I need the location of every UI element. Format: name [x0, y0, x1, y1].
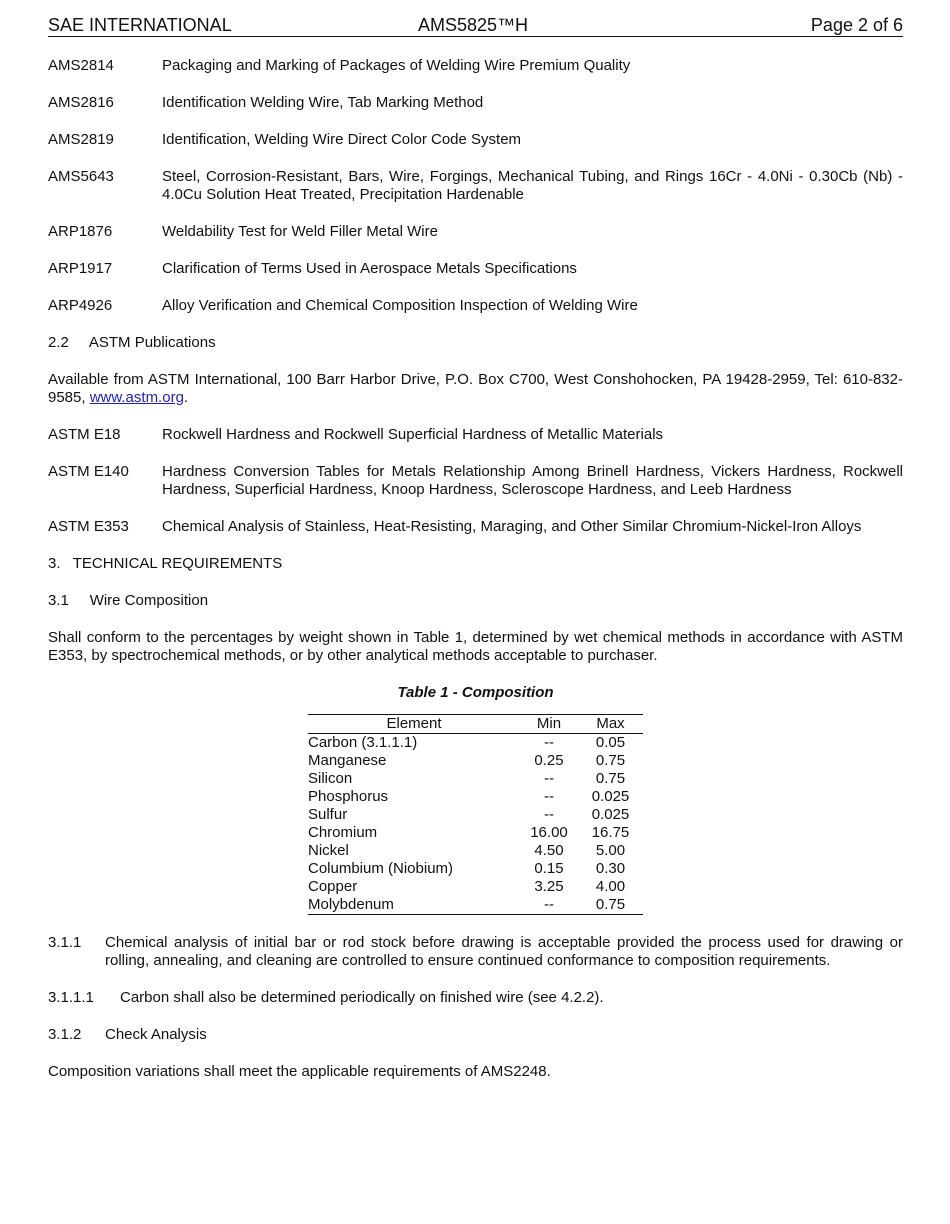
reference-item	[48, 57, 903, 75]
min-cell: --	[544, 806, 554, 823]
composition-table-body	[308, 734, 643, 915]
reference-title: Weldability Test for Weld Filler Metal Wire	[162, 223, 438, 240]
reference-title: Hardness Conversion Tables for Metals Relationship Among Brinell Hardness, Vickers Hardness, Rockwell Hardness, Superficial Hardness, Knoop Hardness, Scleroscope Hardness, and Leeb Hardness	[162, 463, 903, 498]
max-cell: 0.75	[595, 752, 626, 769]
table-row	[308, 806, 643, 824]
reference-title: Steel, Corrosion-Resistant, Bars, Wire, Forgings, Mechanical Tubing, and Rings 16Cr - 4.0Ni - 0.30Cb (Nb) - 4.0Cu Solution Heat Treated, Precipitation Hardenable	[162, 168, 903, 203]
min-cell: --	[544, 734, 554, 751]
reference-item	[48, 426, 903, 444]
astm-link[interactable]: www.astm.org	[89, 389, 184, 406]
max-cell: 0.75	[595, 896, 626, 913]
table-header-row	[308, 715, 643, 734]
min-cell: 0.25	[534, 752, 564, 769]
document-id: AMS5825™H	[418, 15, 529, 35]
section-3-1-1	[48, 934, 903, 970]
section-number: 3.1.1	[48, 934, 82, 951]
ams-reference-list	[48, 57, 903, 334]
section-3-1-2	[48, 1026, 903, 1044]
reference-title: Identification Welding Wire, Tab Marking Method	[162, 94, 484, 111]
astm-reference-list	[48, 426, 903, 555]
min-cell: --	[544, 896, 554, 913]
min-header: Min	[536, 715, 562, 732]
reference-code: ARP1876	[48, 223, 113, 240]
element-cell: Molybdenum	[308, 896, 394, 913]
reference-code: AMS2819	[48, 131, 114, 148]
reference-item	[48, 131, 903, 149]
table-row	[308, 878, 643, 896]
reference-code: AMS2816	[48, 94, 114, 111]
max-cell: 0.05	[595, 734, 626, 751]
table-row	[308, 896, 643, 915]
document-page	[48, 14, 903, 1081]
astm-availability: Available from ASTM International, 100 Barr Harbor Drive, P.O. Box C700, West Conshohocken, PA 19428-2959, Tel: 610-832-9585, www.astm.org.	[48, 371, 903, 406]
reference-item	[48, 260, 903, 278]
section-text: Chemical analysis of initial bar or rod stock before drawing is acceptable provided the process used for drawing or rolling, annealing, and cleaning are controlled to ensure continued conformance to composition requirements.	[105, 934, 903, 969]
element-cell: Columbium (Niobium)	[308, 860, 454, 877]
composition-table	[308, 714, 643, 915]
element-header: Element	[386, 715, 442, 732]
element-cell: Manganese	[308, 752, 387, 769]
min-cell: --	[544, 788, 554, 805]
table-1-caption: Table 1 - Composition	[397, 684, 554, 701]
max-cell: 0.30	[595, 860, 626, 877]
element-cell: Sulfur	[308, 806, 348, 823]
element-cell: Copper	[308, 878, 358, 895]
section-number: 3.1.2	[48, 1026, 82, 1043]
reference-item	[48, 297, 903, 315]
max-cell: 0.025	[591, 806, 630, 823]
max-cell: 0.75	[595, 770, 626, 787]
reference-item	[48, 518, 903, 536]
reference-title: Chemical Analysis of Stainless, Heat-Resisting, Maraging, and Other Similar Chromium-Nickel-Iron Alloys	[162, 518, 862, 535]
max-cell: 5.00	[595, 842, 626, 859]
table-row	[308, 860, 643, 878]
reference-code: ASTM E140	[48, 463, 129, 480]
section-text: Check Analysis	[105, 1026, 207, 1043]
reference-code: ASTM E18	[48, 426, 121, 443]
reference-code: AMS2814	[48, 57, 114, 74]
reference-item	[48, 463, 903, 499]
section-3-heading: 3. TECHNICAL REQUIREMENTS	[48, 555, 283, 572]
table-row	[308, 842, 643, 860]
section-3-1-heading: 3.1 Wire Composition	[48, 592, 209, 609]
page-header	[48, 14, 903, 37]
section-3-1-paragraph: Shall conform to the percentages by weight shown in Table 1, determined by wet chemical methods in accordance with ASTM E353, by spectrochemical methods, or by other analytical methods acceptable to purchaser.	[48, 629, 903, 664]
max-cell: 16.75	[591, 824, 630, 841]
table-row	[308, 752, 643, 770]
section-text: Carbon shall also be determined periodically on finished wire (see 4.2.2).	[120, 989, 604, 1006]
reference-title: Packaging and Marking of Packages of Welding Wire Premium Quality	[162, 57, 631, 74]
table-row	[308, 734, 643, 753]
table-row	[308, 770, 643, 788]
org-name: SAE INTERNATIONAL	[48, 15, 232, 35]
table-row	[308, 788, 643, 806]
reference-item	[48, 168, 903, 204]
element-cell: Nickel	[308, 842, 349, 859]
table-row	[308, 824, 643, 842]
reference-title: Clarification of Terms Used in Aerospace Metals Specifications	[162, 260, 577, 277]
reference-code: ARP4926	[48, 297, 113, 314]
reference-code: ASTM E353	[48, 518, 129, 535]
element-cell: Phosphorus	[308, 788, 389, 805]
reference-title: Alloy Verification and Chemical Composition Inspection of Welding Wire	[162, 297, 638, 314]
element-cell: Chromium	[308, 824, 378, 841]
astm-heading: 2.2 ASTM Publications	[48, 334, 216, 351]
max-header: Max	[596, 715, 625, 732]
reference-title: Identification, Welding Wire Direct Color Code System	[162, 131, 522, 148]
reference-code: ARP1917	[48, 260, 113, 277]
reference-code: AMS5643	[48, 168, 114, 185]
reference-item	[48, 223, 903, 241]
min-cell: 4.50	[534, 842, 564, 859]
element-cell: Carbon (3.1.1.1)	[308, 734, 418, 751]
closing-paragraph: Composition variations shall meet the applicable requirements of AMS2248.	[48, 1063, 551, 1080]
max-cell: 4.00	[595, 878, 626, 895]
section-number: 3.1.1.1	[48, 989, 94, 1006]
element-cell: Silicon	[308, 770, 353, 787]
min-cell: --	[544, 770, 554, 787]
reference-item	[48, 94, 903, 112]
section-3-1-1-1	[48, 989, 903, 1007]
min-cell: 0.15	[534, 860, 564, 877]
min-cell: 3.25	[534, 878, 564, 895]
reference-title: Rockwell Hardness and Rockwell Superficial Hardness of Metallic Materials	[162, 426, 664, 443]
page-number: Page 2 of 6	[810, 15, 903, 35]
min-cell: 16.00	[530, 824, 568, 841]
max-cell: 0.025	[591, 788, 630, 805]
